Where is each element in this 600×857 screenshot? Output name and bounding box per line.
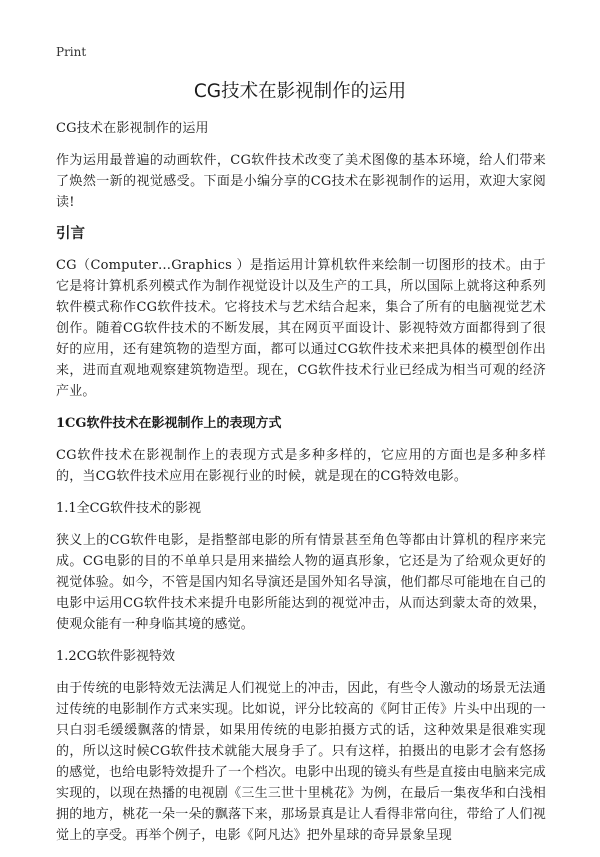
section-1-2-paragraph: 由于传统的电影特效无法满足人们视觉上的冲击，因此，有些令人激动的场景无法通过传统的电影制作方式来实现。比如说，评分比较高的《阿甘正传》片头中出现的一只白羽毛缓缓飘落的情景，如果用传统的电影拍摄方式的话，这种效果是很难实现的，所以这时候CG软件技术就能大展身手了。只有这样，拍摄出的电影才会有悠扬的感觉，也给电影特效提升了一个档次。电影中出现的镜头有些是直接由电脑来完成实现的，以现在热播的电视剧《三生三世十里桃花》为例，在最后一集夜华和白浅相拥的地方，桃花一朵一朵的飘落下来，那场景真是让人看得非常向往，带给了人们视觉上的享受。再举个例子，电影《阿凡达》把外星球的奇异景象呈现 <box>56 681 546 843</box>
section-1-heading: 1CG软件技术在影视制作上的表现方式 <box>56 416 282 431</box>
section-1-paragraph: CG软件技术在影视制作上的表现方式是多种多样的，它应用的方面也是多种多样的，当CG软件技术应用在影视行业的时候，就是现在的CG特效电影。 <box>56 448 546 484</box>
section-1-1-heading: 1.1全CG软件技术的影视 <box>56 501 202 516</box>
document-body <box>56 118 546 857</box>
intro-paragraph: 作为运用最普遍的动画软件，CG软件技术改变了美术图像的基本环境，给人们带来了焕然一新的视觉感受。下面是小编分享的CG技术在影视制作的运用，欢迎大家阅读! <box>56 153 546 210</box>
preface-heading: 引言 <box>56 226 85 242</box>
section-1-1-paragraph: 狭义上的CG软件电影，是指整部电影的所有情景甚至角色等都由计算机的程序来完成。CG电影的目的不单单只是用来描绘人物的逼真形象，它还是为了给观众更好的视觉体验。如今，不管是国内知名导演还是国外知名导演，他们都尽可能地在自己的电影中运用CG软件技术来提升电影所能达到的视觉冲击，从而达到蒙太奇的效果，使观众能有一种身临其境的感觉。 <box>56 533 546 632</box>
preface-paragraph: CG（Computer…Graphics ）是指运用计算机软件来绘制一切图形的技术。由于它是将计算机系列模式作为制作视觉设计以及生产的工具，所以国际上就将这种系列软件模式称作CG软件技术。它将技术与艺术结合起来，集合了所有的电脑视觉艺术创作。随着CG软件技术的不断发展，其在网页平面设计、影视特效方面都得到了很好的应用，还有建筑物的造型方面，都可以通过CG软件技术来把具体的模型创作出来，进而直观地观察建筑物造型。现在，CG软件技术行业已经成为相当可观的经济产业。 <box>56 258 546 399</box>
section-1-2-heading: 1.2CG软件影视特效 <box>56 649 176 664</box>
document-title: CG技术在影视制作的运用 <box>193 81 407 102</box>
document-subtitle: CG技术在影视制作的运用 <box>56 121 209 136</box>
print-link[interactable]: Print <box>56 45 87 59</box>
